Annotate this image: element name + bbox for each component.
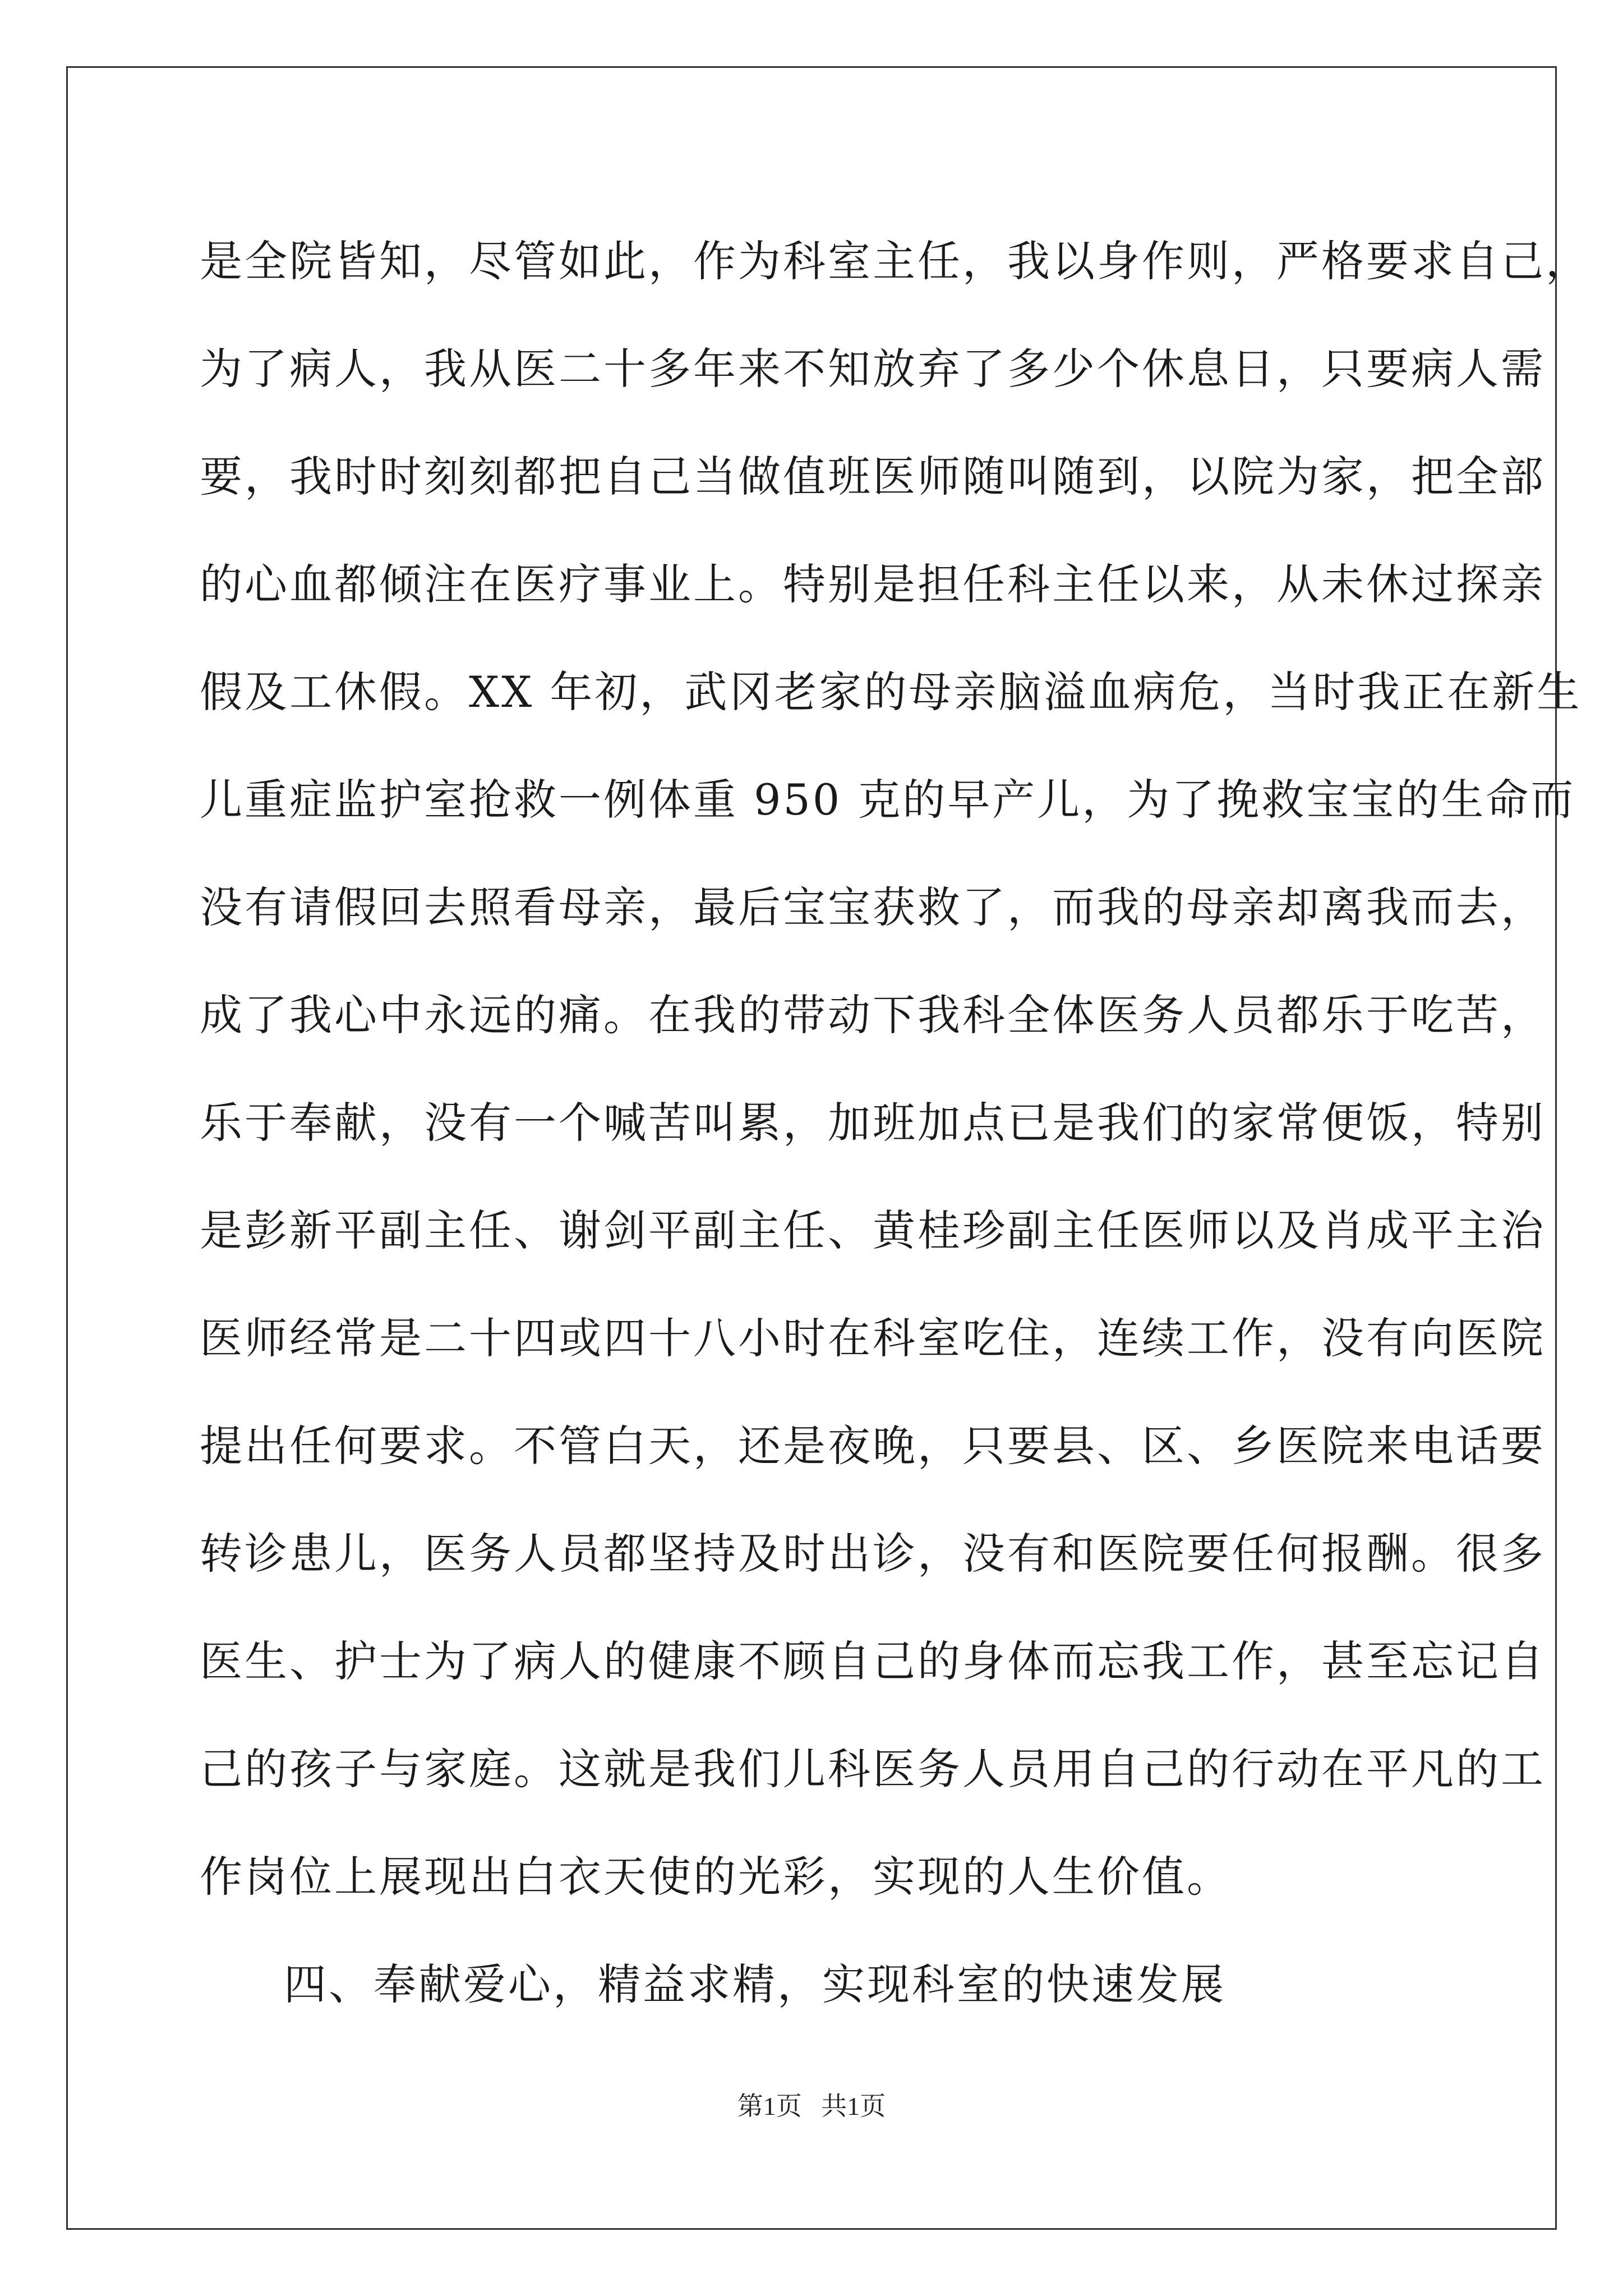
- paragraph-line: 提出任何要求。不管白天，还是夜晚，只要县、区、乡医院来电话要: [200, 1421, 1546, 1471]
- paragraph-line: 是全院皆知，尽管如此，作为科室主任，我以身作则，严格要求自己，: [200, 236, 1590, 286]
- paragraph-line: 儿重症监护室抢救一例体重 950 克的早产儿，为了挽救宝宝的生命而: [200, 775, 1576, 825]
- section-heading: 四、奉献爱心，精益求精，实现科室的快速发展: [284, 1959, 1226, 2009]
- paragraph-line: 假及工休假。XX 年初，武冈老家的母亲脑溢血病危，当时我正在新生: [200, 667, 1582, 717]
- document-body: [200, 208, 1590, 2039]
- paragraph-line: 是彭新平副主任、谢剑平副主任、黄桂珍副主任医师以及肖成平主治: [200, 1205, 1546, 1255]
- paragraph-line: 为了病人，我从医二十多年来不知放弃了多少个休息日，只要病人需: [200, 344, 1546, 394]
- paragraph-line: 作岗位上展现出白衣天使的光彩，实现的人生价值。: [200, 1852, 1232, 1902]
- paragraph-line: 医师经常是二十四或四十八小时在科室吃住，连续工作，没有向医院: [200, 1313, 1546, 1363]
- paragraph-line: 成了我心中永远的痛。在我的带动下我科全体医务人员都乐于吃苦，: [200, 990, 1546, 1040]
- paragraph-line: 转诊患儿，医务人员都坚持及时出诊，没有和医院要任何报酬。很多: [200, 1529, 1546, 1579]
- paragraph-line: 的心血都倾注在医疗事业上。特别是担任科主任以来，从未休过探亲: [200, 559, 1546, 609]
- paragraph-line: 己的孩子与家庭。这就是我们儿科医务人员用自己的行动在平凡的工: [200, 1744, 1546, 1794]
- paragraph-line: 要，我时时刻刻都把自己当做值班医师随叫随到，以院为家，把全部: [200, 452, 1546, 501]
- paragraph-line: 医生、护士为了病人的健康不顾自己的身体而忘我工作，甚至忘记自: [200, 1636, 1546, 1686]
- paragraph-line: 乐于奉献，没有一个喊苦叫累，加班加点已是我们的家常便饭，特别: [200, 1098, 1546, 1148]
- paragraph-line: 没有请假回去照看母亲，最后宝宝获救了，而我的母亲却离我而去，: [200, 882, 1546, 932]
- page-footer: 第1页 共1页: [737, 2092, 886, 2120]
